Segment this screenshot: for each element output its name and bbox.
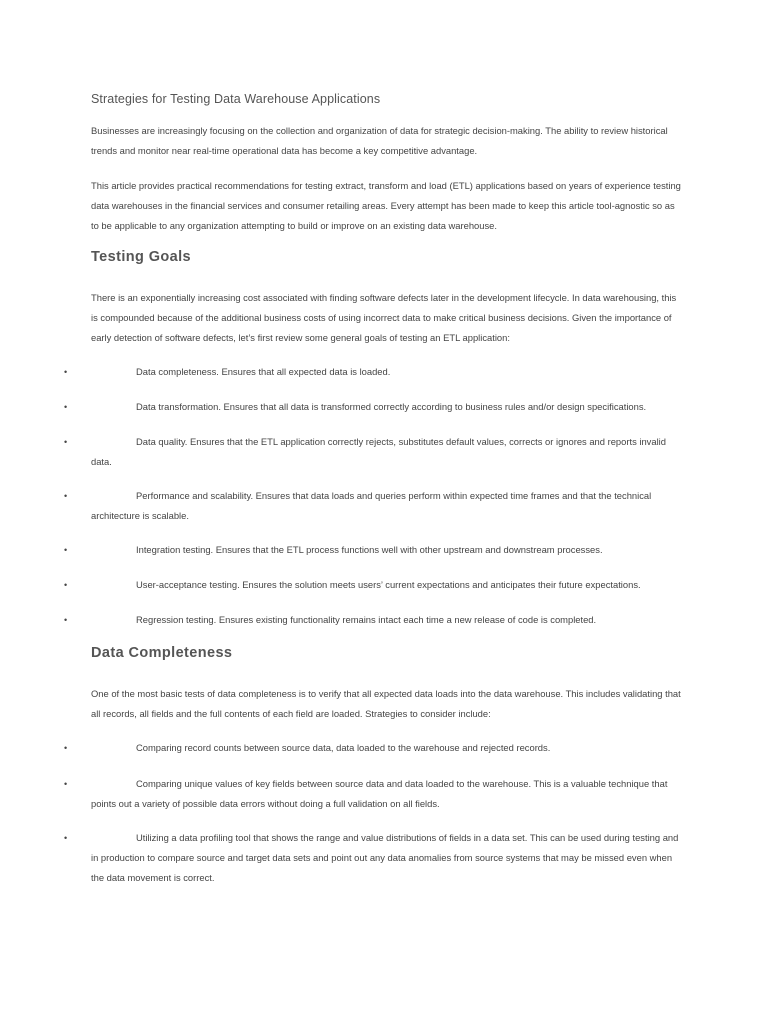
- bullet-icon: •: [64, 779, 68, 789]
- bullet-icon: •: [64, 491, 68, 501]
- list-item-text: Comparing unique values of key fields between source data and data loaded to the warehouse. This is a valuable technique that points out a variety of possible data errors without doing a full validation on all fields.: [91, 778, 668, 809]
- list-item-text: Integration testing. Ensures that the ETL process functions well with other upstream and downstream processes.: [136, 544, 603, 555]
- list-item-text: Utilizing a data profiling tool that shows the range and value distributions of fields in a data set. This can be used during testing and in production to compare source and target data sets and point out any data anomalies from source systems that may be missed even when the data movement is correct.: [91, 832, 679, 883]
- bullet-icon: •: [64, 833, 68, 843]
- testing-goals-heading: Testing Goals: [91, 249, 192, 265]
- document-title: Strategies for Testing Data Warehouse Applications: [91, 92, 381, 106]
- list-item-text: Data quality. Ensures that the ETL application correctly rejects, substitutes default values, corrects or ignores and reports invalid data.: [91, 436, 666, 467]
- bullet-icon: •: [64, 402, 68, 412]
- bullet-icon: •: [64, 743, 68, 753]
- list-item-text: Regression testing. Ensures existing functionality remains intact each time a new release of code is completed.: [136, 614, 597, 625]
- bullet-icon: •: [64, 367, 68, 377]
- list-item-text: Data transformation. Ensures that all data is transformed correctly according to business rules and/or design specifications.: [136, 401, 647, 412]
- bullet-icon: •: [64, 580, 68, 590]
- intro-paragraph-2: This article provides practical recommendations for testing extract, transform and load (ETL) applications based on years of experience testing data warehouses in the financial services and consumer retailing areas. Every attempt has been made to keep this article tool-agnostic so as to be applicable to any organization attempting to build or improve on an existing data warehouse.: [91, 180, 681, 231]
- list-item-text: Comparing record counts between source data, data loaded to the warehouse and rejected records.: [136, 742, 551, 753]
- data-completeness-paragraph: One of the most basic tests of data completeness is to verify that all expected data loads into the data warehouse. This includes validating that all records, all fields and the full contents of each field are loaded. Strategies to consider include:: [91, 688, 681, 719]
- data-completeness-heading: Data Completeness: [91, 645, 233, 661]
- bullet-icon: •: [64, 437, 68, 447]
- bullet-icon: •: [64, 615, 68, 625]
- testing-goals-paragraph: There is an exponentially increasing cost associated with finding software defects later in the development lifecycle. In data warehousing, this is compounded because of the additional business costs of using incorrect data to make critical business decisions. Given the importance of early detection of software defects, let’s first review some general goals of testing an ETL application:: [91, 292, 677, 343]
- list-item-text: Data completeness. Ensures that all expected data is loaded.: [136, 366, 391, 377]
- list-item-text: Performance and scalability. Ensures that data loads and queries perform within expected time frames and that the technical architecture is scalable.: [91, 490, 652, 521]
- bullet-icon: •: [64, 545, 68, 555]
- list-item-text: User-acceptance testing. Ensures the solution meets users’ current expectations and anticipates their future expectations.: [136, 579, 641, 590]
- intro-paragraph-1: Businesses are increasingly focusing on the collection and organization of data for strategic decision-making. The ability to review historical trends and monitor near real-time operational data has become a key competitive advantage.: [91, 125, 668, 156]
